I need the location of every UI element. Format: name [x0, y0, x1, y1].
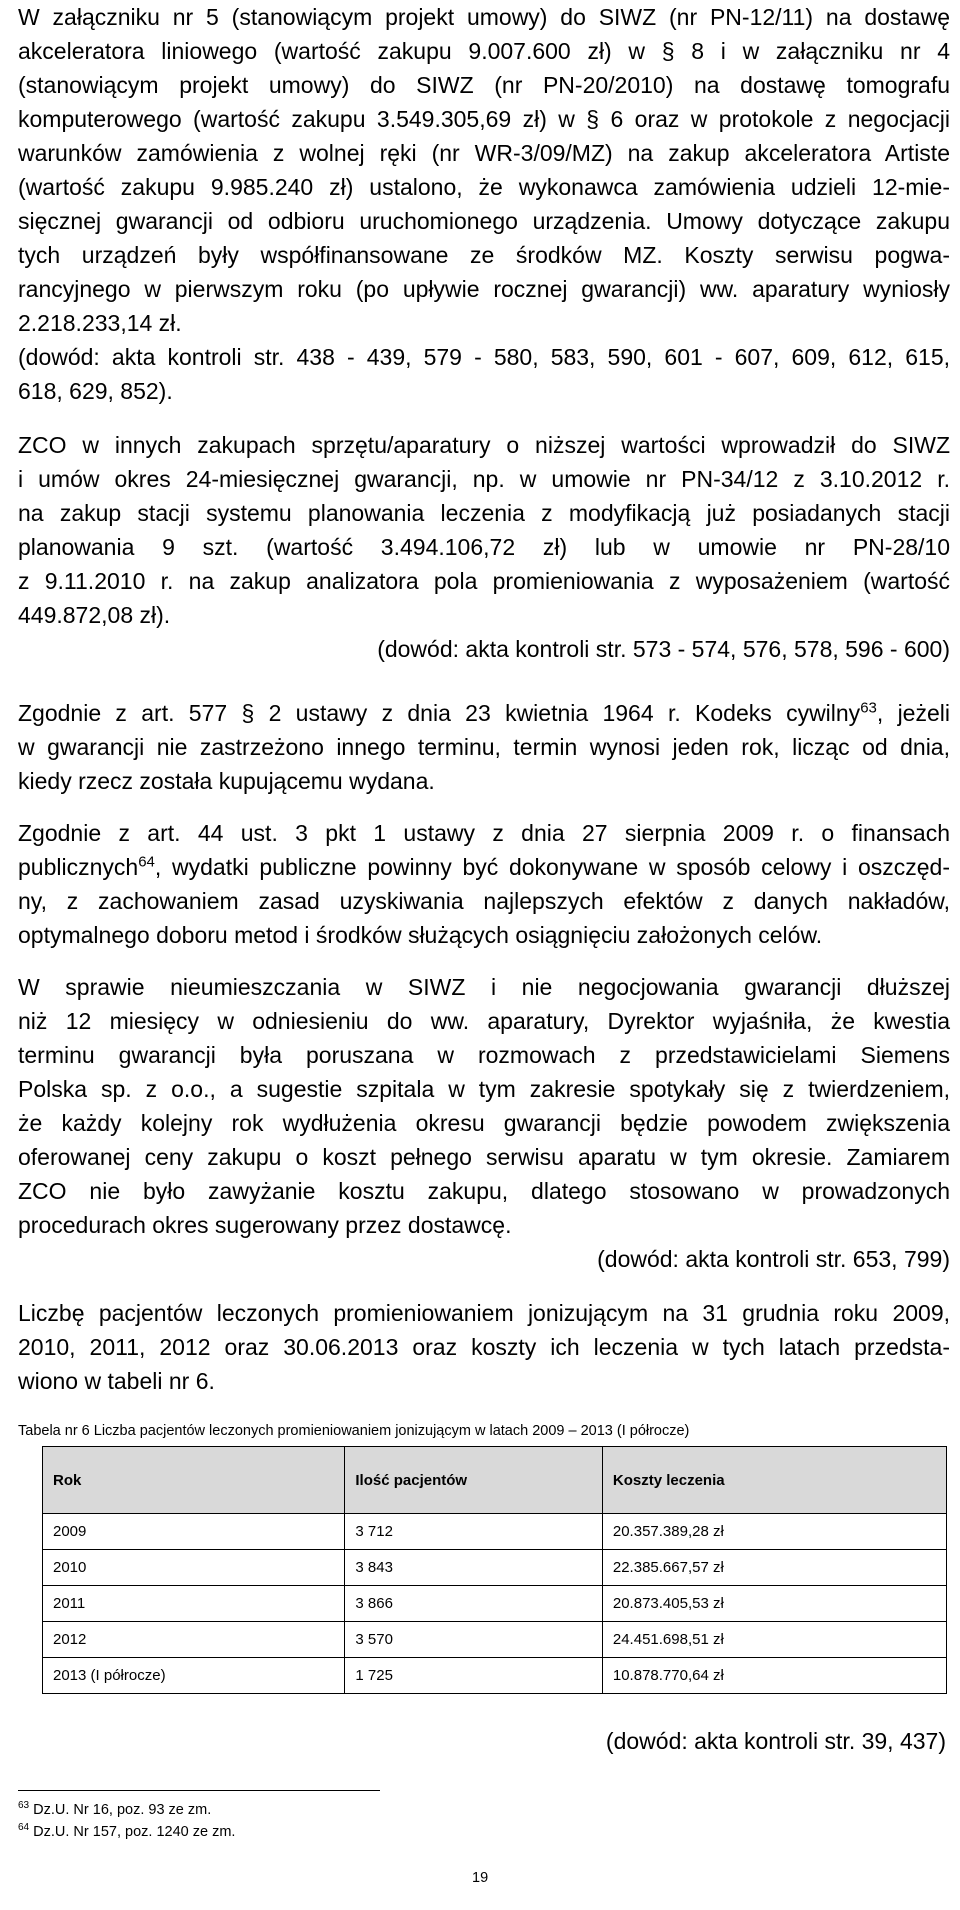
- table-row: [43, 1622, 947, 1658]
- page-number: 19: [472, 1870, 489, 1886]
- cell-patients: 1 725: [345, 1658, 603, 1694]
- text-line: niż 12 miesięcy w odniesieniu do ww. aparatury, Dyrektor wyjaśniła, że kwestia: [18, 1008, 950, 1034]
- paragraph-warranty-contracts: [18, 0, 950, 408]
- cell-patients: 3 843: [345, 1550, 603, 1586]
- paragraph-patient-count: [18, 1296, 950, 1398]
- column-header-patients: Ilość pacjentów: [345, 1447, 603, 1514]
- footnote-63: [18, 1800, 211, 1820]
- text-line: komputerowego (wartość zakupu 3.549.305,69 zł) w § 6 oraz w protokole z negocjacji: [18, 106, 950, 132]
- patients-cost-table: [42, 1446, 947, 1694]
- text-line: wiono w tabeli nr 6.: [18, 1368, 215, 1394]
- text-line: ZCO w innych zakupach sprzętu/aparatury o niższej wartości wprowadził do SIWZ: [18, 432, 950, 458]
- text-fragment: , jeżeli: [876, 700, 950, 726]
- proof-reference: (dowód: akta kontroli str. 573 - 574, 576, 578, 596 - 600): [377, 636, 950, 662]
- table-row: [43, 1550, 947, 1586]
- text-line: 2.218.233,14 zł.: [18, 310, 182, 336]
- paragraph-civil-code: [18, 696, 950, 798]
- paragraph-director-explanation: [18, 970, 950, 1276]
- footnote-number: 64: [18, 1822, 30, 1834]
- text-line: Liczbę pacjentów leczonych promieniowaniem jonizującym na 31 grudnia roku 2009,: [18, 1300, 950, 1326]
- text-line: Polska sp. z o.o., a sugestie szpitala w tym zakresie spotykały się z twierdzeniem,: [18, 1076, 950, 1102]
- text-line: ny, z zachowaniem zasad uzyskiwania najlepszych efektów z danych nakładów,: [18, 888, 950, 914]
- cell-year: 2013 (I półrocze): [43, 1658, 345, 1694]
- column-header-costs: Koszty leczenia: [602, 1447, 946, 1514]
- footnote-ref-63: 63: [860, 699, 877, 717]
- proof-reference: 618, 629, 852).: [18, 378, 173, 404]
- text-fragment: publicznych: [18, 854, 139, 880]
- text-line: planowania 9 szt. (wartość 3.494.106,72 zł) lub w umowie nr PN-28/10: [18, 534, 950, 560]
- text-line: W załączniku nr 5 (stanowiącym projekt umowy) do SIWZ (nr PN-12/11) na dostawę: [18, 4, 950, 30]
- text-line: (stanowiącym projekt umowy) do SIWZ (nr PN-20/2010) na dostawę tomografu: [18, 72, 950, 98]
- cell-costs: 10.878.770,64 zł: [602, 1658, 946, 1694]
- proof-reference: (dowód: akta kontroli str. 438 - 439, 579 - 580, 583, 590, 601 - 607, 609, 612, 615,: [18, 344, 950, 370]
- text-line: [18, 850, 950, 884]
- text-line: i umów okres 24-miesięcznej gwarancji, np. w umowie nr PN-34/12 z 3.10.2012 r.: [18, 466, 950, 492]
- text-line: tych urządzeń były współfinansowane ze środków MZ. Koszty serwisu pogwa-: [18, 242, 950, 268]
- cell-costs: 20.873.405,53 zł: [602, 1586, 946, 1622]
- footnote-number: 63: [18, 1800, 30, 1812]
- column-header-year: Rok: [43, 1447, 345, 1514]
- cell-costs: 24.451.698,51 zł: [602, 1622, 946, 1658]
- proof-reference: (dowód: akta kontroli str. 653, 799): [597, 1246, 950, 1272]
- text-line: rancyjnego w pierwszym roku (po upływie rocznej gwarancji) ww. aparatury wyniosły: [18, 276, 950, 302]
- cell-costs: 22.385.667,57 zł: [602, 1550, 946, 1586]
- footnote-separator: [18, 1790, 380, 1791]
- text-line: ZCO nie było zawyżanie kosztu zakupu, dlatego stosowano w prowadzonych: [18, 1178, 950, 1204]
- text-line: oferowanej ceny zakupu o koszt pełnego serwisu aparatu w tym okresie. Zamiarem: [18, 1144, 950, 1170]
- text-line: (wartość zakupu 9.985.240 zł) ustalono, że wykonawca zamówienia udzieli 12-mie-: [18, 174, 950, 200]
- text-fragment: Zgodnie z art. 577 § 2 ustawy z dnia 23 kwietnia 1964 r. Kodeks cywilny: [18, 700, 861, 726]
- footnote-ref-64: 64: [138, 853, 155, 871]
- text-fragment: , wydatki publiczne powinny być dokonywane w sposób celowy i oszczęd-: [154, 854, 950, 880]
- text-line: z 9.11.2010 r. na zakup analizatora pola promieniowania z wyposażeniem (wartość: [18, 568, 950, 594]
- text-line: 2010, 2011, 2012 oraz 30.06.2013 oraz koszty ich leczenia w tych latach przedsta-: [18, 1334, 950, 1360]
- text-line: [18, 696, 950, 730]
- text-line: kiedy rzecz została kupującemu wydana.: [18, 768, 435, 794]
- table-caption: Tabela nr 6 Liczba pacjentów leczonych promieniowaniem jonizującym w latach 2009 – 2013 (I półrocze): [18, 1423, 690, 1439]
- proof-reference: (dowód: akta kontroli str. 39, 437): [605, 1728, 946, 1754]
- table-row: [43, 1514, 947, 1550]
- text-line: 449.872,08 zł).: [18, 602, 171, 628]
- footnote-64: [18, 1822, 235, 1842]
- cell-year: 2009: [43, 1514, 345, 1550]
- table-row: [43, 1586, 947, 1622]
- paragraph-public-finance: [18, 816, 950, 952]
- paragraph-other-purchases: [18, 428, 950, 666]
- cell-year: 2011: [43, 1586, 345, 1622]
- cell-year: 2012: [43, 1622, 345, 1658]
- text-line: W sprawie nieumieszczania w SIWZ i nie negocjowania gwarancji dłuższej: [18, 974, 950, 1000]
- text-line: na zakup stacji systemu planowania leczenia z modyfikacją już posiadanych stacji: [18, 500, 950, 526]
- text-line: warunków zamówienia z wolnej ręki (nr WR-3/09/MZ) na zakup akceleratora Artiste: [18, 140, 950, 166]
- text-line: Zgodnie z art. 44 ust. 3 pkt 1 ustawy z dnia 27 sierpnia 2009 r. o finansach: [18, 820, 950, 846]
- cell-costs: 20.357.389,28 zł: [602, 1514, 946, 1550]
- cell-patients: 3 712: [345, 1514, 603, 1550]
- text-line: akceleratora liniowego (wartość zakupu 9.007.600 zł) w § 8 i w załączniku nr 4: [18, 38, 950, 64]
- text-line: że każdy kolejny rok wydłużenia okresu gwarancji będzie powodem zwiększenia: [18, 1110, 950, 1136]
- text-line: optymalnego doboru metod i środków służących osiągnięciu założonych celów.: [18, 922, 823, 948]
- cell-year: 2010: [43, 1550, 345, 1586]
- text-line: procedurach okres sugerowany przez dostawcę.: [18, 1212, 512, 1238]
- table-header-row: [43, 1447, 947, 1514]
- cell-patients: 3 570: [345, 1622, 603, 1658]
- text-line: terminu gwarancji była poruszana w rozmowach z przedstawicielami Siemens: [18, 1042, 950, 1068]
- footnote-text: Dz.U. Nr 157, poz. 1240 ze zm.: [33, 1824, 236, 1840]
- cell-patients: 3 866: [345, 1586, 603, 1622]
- table-row: [43, 1658, 947, 1694]
- text-line: w gwarancji nie zastrzeżono innego terminu, termin wynosi jeden rok, licząc od dnia,: [18, 734, 950, 760]
- footnote-text: Dz.U. Nr 16, poz. 93 ze zm.: [33, 1802, 212, 1818]
- text-line: sięcznej gwarancji od odbioru uruchomionego urządzenia. Umowy dotyczące zakupu: [18, 208, 950, 234]
